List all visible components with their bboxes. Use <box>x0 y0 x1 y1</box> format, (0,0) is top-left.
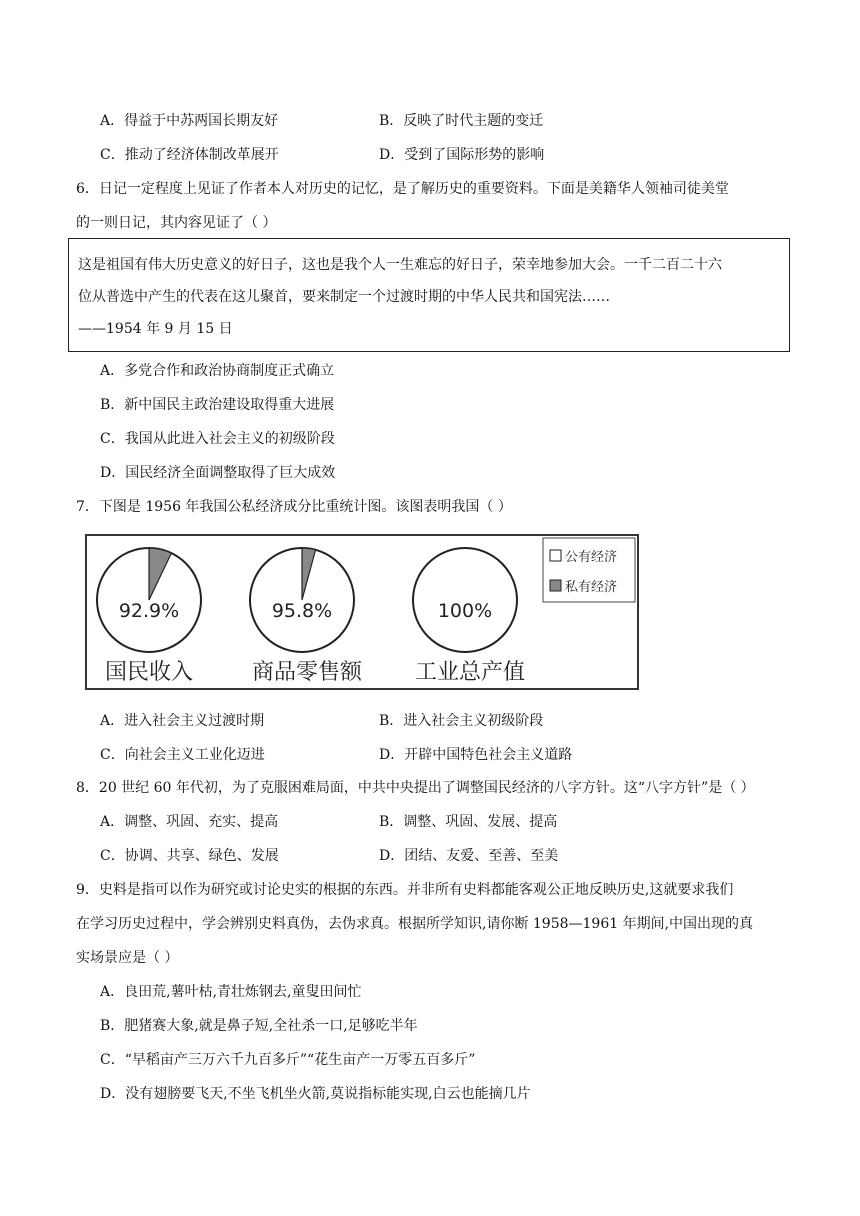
q9-stem-line2: 在学习历史过程中，学会辨别史料真伪，去伪求真。根据所学知识,请你断 1958—1961 年期间,中国出现的真 <box>76 916 754 932</box>
pie-2-value-label: 95.8% <box>271 600 333 622</box>
q9-option-a: A．良田荒,薯叶枯,青壮炼钢去,童叟田间忙 <box>100 984 362 1000</box>
pie-2-title: 商品零售额 <box>251 660 363 685</box>
q6-option-d: D．国民经济全面调整取得了巨大成效 <box>100 465 336 481</box>
pie-3-value-label: 100% <box>437 600 493 622</box>
q9-option-b: B．肥猪赛大象,就是鼻子短,全社杀一口,足够吃半年 <box>100 1018 418 1034</box>
q6-quote-line2: 位从普选中产生的代表在这儿聚首，要来制定一个过渡时期的中华人民共和国宪法…… <box>78 289 610 305</box>
q9-option-c: C．“早稻亩产三万六千九百多斤”“花生亩产一万零五百多斤” <box>100 1052 476 1068</box>
q7-option-b: B．进入社会主义初级阶段 <box>379 713 544 729</box>
q8-option-c: C．协调、共享、绿色、发展 <box>100 848 279 864</box>
q5-option-a: A．得益于中苏两国长期友好 <box>100 113 279 129</box>
q7-option-a: A．进入社会主义过渡时期 <box>100 713 265 729</box>
q6-quote-line1: 这是祖国有伟大历史意义的好日子，这也是我个人一生难忘的好日子，荣幸地参加大会。一千二百二十六 <box>78 257 722 273</box>
q6-stem-line1: 6．日记一定程度上见证了作者本人对历史的记忆，是了解历史的重要资料。下面是美籍华人领袖司徒美堂 <box>76 181 729 197</box>
q7-pie-chart <box>85 534 639 690</box>
q6-stem-line2: 的一则日记，其内容见证了（ ） <box>76 215 277 231</box>
legend-swatch-private <box>550 580 561 591</box>
pie-3-title: 工业总产值 <box>414 660 526 685</box>
q8-option-b: B．调整、巩固、发展、提高 <box>379 814 558 830</box>
pie-1-title: 国民收入 <box>104 660 194 685</box>
q7-option-c: C．向社会主义工业化迈进 <box>100 747 265 763</box>
q6-option-b: B．新中国民主政治建设取得重大进展 <box>100 397 335 413</box>
q7-option-d: D．开辟中国特色社会主义道路 <box>379 747 573 763</box>
pie-chart-svg <box>87 536 637 688</box>
q6-quote-box <box>68 238 790 352</box>
q6-quote-source: ——1954 年 9 月 15 日 <box>78 321 233 337</box>
legend-label-public: 公有经济 <box>565 550 618 565</box>
q8-option-a: A．调整、巩固、充实、提高 <box>100 814 279 830</box>
q8-option-d: D．团结、友爱、至善、至美 <box>379 848 559 864</box>
legend-swatch-public <box>550 550 561 561</box>
q9-stem-line1: 9．史料是指可以作为研究或讨论史实的根据的东西。并非所有史料都能客观公正地反映历史,这就要求我们 <box>76 882 734 898</box>
q6-option-a: A．多党合作和政治协商制度正式确立 <box>100 363 335 379</box>
q7-stem: 7．下图是 1956 年我国公私经济成分比重统计图。该图表明我国（ ） <box>76 499 512 515</box>
pie-1-value-label: 92.9% <box>118 600 180 622</box>
q9-stem-line3: 实场景应是（ ） <box>76 950 179 966</box>
q9-option-d: D．没有翅膀要飞天,不坐飞机坐火箭,莫说指标能实现,白云也能摘几片 <box>100 1086 531 1102</box>
q6-option-c: C．我国从此进入社会主义的初级阶段 <box>100 431 335 447</box>
q5-option-b: B．反映了时代主题的变迁 <box>379 113 544 129</box>
q5-option-c: C．推动了经济体制改革展开 <box>100 147 279 163</box>
q5-option-d: D．受到了国际形势的影响 <box>379 147 545 163</box>
legend-label-private: 私有经济 <box>565 580 618 595</box>
q8-stem: 8．20 世纪 60 年代初，为了克服困难局面，中共中央提出了调整国民经济的八字方针。这“八字方针”是（ ） <box>76 780 755 796</box>
